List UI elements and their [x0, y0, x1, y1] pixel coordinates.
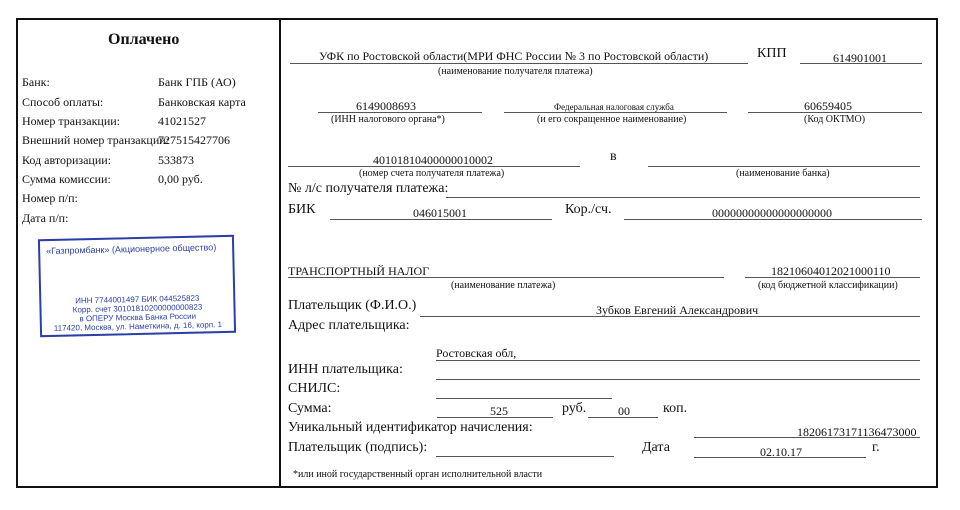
- kpp-value: 614901001: [833, 51, 887, 65]
- ls-underline: [446, 197, 920, 198]
- year-label: г.: [872, 440, 880, 455]
- stamp-line-address: 117420, Москва, ул. Наметкина, д. 16, корп. 1: [53, 320, 223, 333]
- transaction-number-value: 41021527: [158, 114, 206, 128]
- sum-rub-value: 525: [490, 404, 508, 418]
- sum-kop-value: 00: [618, 404, 630, 418]
- address-value: Ростовская обл,: [436, 346, 517, 360]
- sum-kop-underline: [588, 417, 658, 418]
- stamp-line-korr: Корр. счет 30101810200000000823: [72, 302, 203, 315]
- address-label: Адрес плательщика:: [288, 318, 410, 333]
- snils-underline: [436, 398, 612, 399]
- tax-service-underline: [504, 112, 727, 113]
- commission-value: 0,00 руб.: [158, 172, 203, 186]
- kpp-underline: [800, 63, 922, 64]
- uin-value: 18206173171136473000: [797, 425, 917, 439]
- inn-caption: (ИНН налогового органа*): [331, 114, 445, 125]
- payer-label: Плательщик (Ф.И.О.): [288, 298, 417, 313]
- kbk-value: 18210604012021000110: [771, 264, 891, 278]
- korr-underline: [624, 219, 922, 220]
- kop-label: коп.: [663, 401, 688, 416]
- payer-value: Зубков Евгений Александрович: [596, 303, 759, 317]
- inn-value: 6149008693: [356, 99, 416, 113]
- auth-code-label: Код авторизации:: [22, 153, 112, 167]
- bank-caption: (наименование банка): [736, 168, 830, 179]
- transaction-number-label: Номер транзакции:: [22, 114, 120, 128]
- oktmo-underline: [748, 112, 922, 113]
- date-value: 02.10.17: [760, 445, 802, 459]
- payment-method-label: Способ оплаты:: [22, 95, 104, 109]
- ls-label: № л/с получателя платежа:: [288, 181, 449, 196]
- paid-title: Оплачено: [108, 31, 180, 48]
- kbk-caption: (код бюджетной классификации): [758, 280, 898, 291]
- external-transaction-value: 727515427706: [158, 133, 230, 147]
- footnote: *или иной государственный орган исполнительной власти: [293, 469, 543, 480]
- oktmo-caption: (Код ОКТМО): [804, 114, 866, 125]
- tax-service-caption: (и его сокращенное наименование): [537, 114, 687, 125]
- auth-code-value: 533873: [158, 153, 194, 167]
- signature-label: Плательщик (подпись):: [288, 440, 428, 455]
- bik-value: 046015001: [413, 206, 467, 220]
- receipt-divider: [279, 18, 281, 488]
- inn-underline: [318, 112, 482, 113]
- bik-label: БИК: [288, 202, 316, 217]
- stamp-line-bank-name: «Газпромбанк» (Акционерное общество): [46, 242, 217, 257]
- payment-name-underline: [288, 277, 724, 278]
- recipient-underline: [290, 63, 748, 64]
- bank-underline: [648, 166, 920, 167]
- account-value: 40101810400000010002: [373, 153, 493, 167]
- pp-number-label: Номер п/п:: [22, 191, 78, 205]
- kpp-label: КПП: [757, 46, 787, 61]
- kbk-underline: [745, 277, 920, 278]
- payer-underline: [420, 316, 920, 317]
- oktmo-value: 60659405: [804, 99, 852, 113]
- date-label: Дата: [642, 440, 670, 455]
- payment-method-value: Банковская карта: [158, 95, 246, 109]
- rub-label: руб.: [562, 401, 587, 416]
- commission-label: Сумма комиссии:: [22, 172, 111, 186]
- stamp-line-opery: в ОПЕРУ Москва Банка России: [79, 311, 197, 324]
- payment-name-value: ТРАНСПОРТНЫЙ НАЛОГ: [288, 264, 430, 278]
- in-bank-label: в: [610, 149, 617, 164]
- uin-underline: [694, 437, 920, 438]
- payer-inn-label: ИНН плательщика:: [288, 362, 403, 377]
- bank-stamp: [38, 235, 236, 337]
- bank-value: Банк ГПБ (АО): [158, 75, 236, 89]
- uin-label: Уникальный идентификатор начисления:: [288, 420, 533, 435]
- korr-value: 00000000000000000000: [712, 206, 832, 220]
- bank-label: Банк:: [22, 75, 50, 89]
- account-caption: (номер счета получателя платежа): [359, 168, 505, 179]
- date-underline: [694, 457, 866, 458]
- sum-rub-underline: [437, 417, 553, 418]
- payer-inn-underline: [436, 379, 920, 380]
- bik-underline: [330, 219, 552, 220]
- payment-name-caption: (наименование платежа): [451, 280, 556, 291]
- snils-label: СНИЛС:: [288, 381, 341, 396]
- korr-label: Кор./сч.: [565, 202, 612, 217]
- account-underline: [288, 166, 580, 167]
- tax-service-name: Федеральная налоговая служба: [554, 102, 674, 112]
- recipient-name: УФК по Ростовской области(МРИ ФНС России № 3 по Ростовской области): [319, 49, 709, 63]
- external-transaction-label: Внешний номер транзакции:: [22, 133, 170, 147]
- pp-date-label: Дата п/п:: [22, 211, 69, 225]
- stamp-line-inn: ИНН 7744001497 БИК 044525823: [75, 293, 200, 306]
- address-underline: [436, 360, 920, 361]
- sum-label: Сумма:: [288, 401, 332, 416]
- recipient-caption: (наименование получателя платежа): [438, 66, 593, 77]
- signature-underline: [436, 456, 614, 457]
